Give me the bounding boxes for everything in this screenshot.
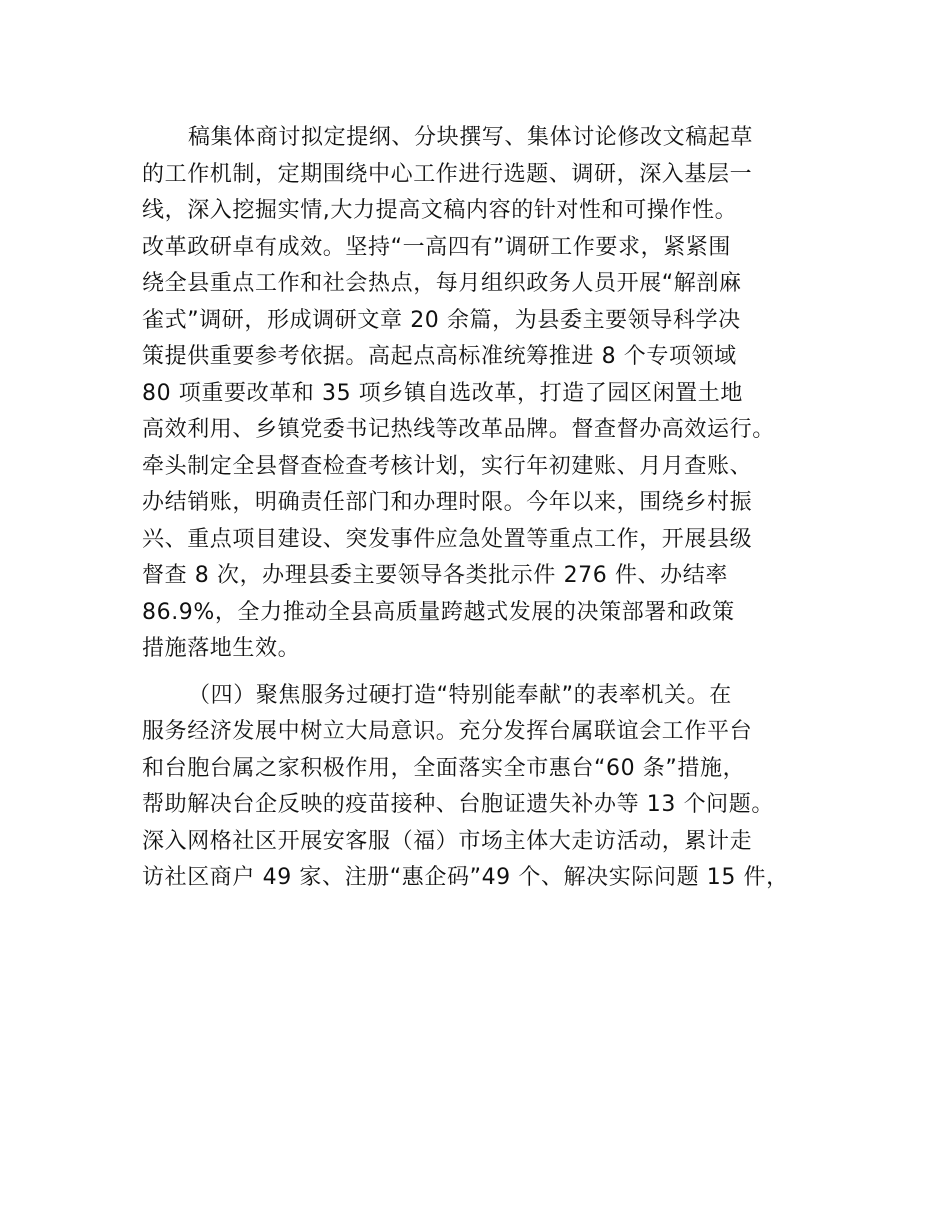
- text-line: 深入网格社区开展安客服（福）市场主体大走访活动，累计走: [142, 828, 753, 854]
- text-line: 80 项重要改革和 35 项乡镇自选改革，打造了园区闲置土地: [142, 380, 743, 406]
- text-line: 措施落地生效。: [142, 636, 301, 661]
- text-line: 策提供重要参考依据。高起点高标准统筹推进 8 个专项领域: [142, 344, 737, 369]
- text-line: 帮助解决台企反映的疫苗接种、台胞证遗失补办等 13 个问题。: [142, 792, 774, 817]
- text-line: 督查 8 次，办理县委主要领导各类批示件 276 件、办结率: [142, 563, 728, 588]
- paragraph-1: [142, 120, 832, 668]
- text-line: 高效利用、乡镇党委书记热线等改革品牌。督查督办高效运行。: [142, 417, 775, 442]
- text-line: 办结销账，明确责任部门和办理时限。今年以来，围绕乡村振: [142, 490, 753, 515]
- text-line: 线，深入挖掘实情,大力提高文稿内容的针对性和可操作性。: [142, 198, 738, 223]
- text-line: 兴、重点项目建设、突发事件应急处置等重点工作，开展县级: [142, 526, 753, 552]
- text-line: 的工作机制，定期围绕中心工作进行选题、调研，深入基层一: [142, 161, 753, 187]
- text-line: （四）聚焦服务过硬打造“特别能奉献”的表率机关。在: [188, 682, 732, 708]
- text-line: 绕全县重点工作和社会热点，每月组织政务人员开展“解剖麻: [142, 271, 742, 296]
- paragraph-2: [142, 678, 832, 897]
- document-body: [142, 120, 832, 897]
- text-line: 86.9%，全力推动全县高质量跨越式发展的决策部署和政策: [142, 599, 735, 625]
- text-line: 改革政研卓有成效。坚持“一高四有”调研工作要求，紧紧围: [142, 234, 731, 260]
- text-line: 访社区商户 49 家、注册“惠企码”49 个、解决实际问题 15 件，: [142, 865, 789, 890]
- paragraph-gap: [142, 668, 832, 678]
- text-line: 稿集体商讨拟定提纲、分块撰写、集体讨论修改文稿起草: [188, 125, 754, 150]
- text-line: 雀式”调研，形成调研文章 20 余篇，为县委主要领导科学决: [142, 307, 741, 333]
- text-line: 和台胞台属之家积极作用，全面落实全市惠台“60 条”措施，: [142, 755, 746, 781]
- text-line: 牵头制定全县督查检查考核计划，实行年初建账、月月查账、: [142, 453, 753, 479]
- text-line: 服务经济发展中树立大局意识。充分发挥台属联谊会工作平台: [142, 719, 753, 744]
